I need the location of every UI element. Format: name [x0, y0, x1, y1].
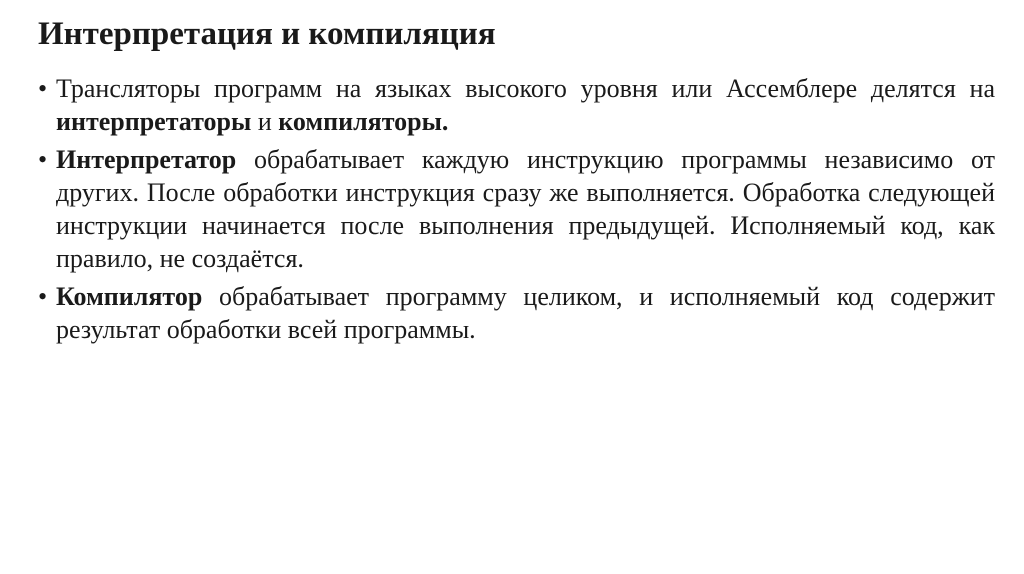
bullet-translators [38, 72, 995, 138]
bullet-marker: • [38, 74, 48, 103]
bullet-text: и [251, 107, 279, 136]
bullet-marker: • [38, 282, 48, 311]
bullet-interpreter [38, 143, 995, 275]
bullet-compiler [38, 280, 995, 346]
slide-title: Интерпретация и компиляция [38, 16, 496, 52]
bold-term-compiler: Компилятор [56, 282, 203, 311]
bullet-list [38, 72, 995, 351]
bullet-text: обрабатывает каждую инструкцию программы независимо от других. После обработки инструкция сразу же выполняется. Обработка следующей инструкции начинается после выполнения предыдущей. Исполняемый код, как правило, не создаётся. [56, 145, 995, 273]
bold-term-compilers: компиляторы. [278, 107, 449, 136]
bullet-text: обрабатывает программу целиком, и исполняемый код содержит результат обработки всей программы. [56, 282, 995, 344]
bold-term-interpreters: интерпретаторы [56, 107, 252, 136]
bullet-text: Трансляторы программ на языках высокого уровня или Ассемблере делятся на [56, 74, 995, 103]
bullet-marker: • [38, 145, 48, 174]
bold-term-interpreter: Интерпретатор [56, 145, 237, 174]
